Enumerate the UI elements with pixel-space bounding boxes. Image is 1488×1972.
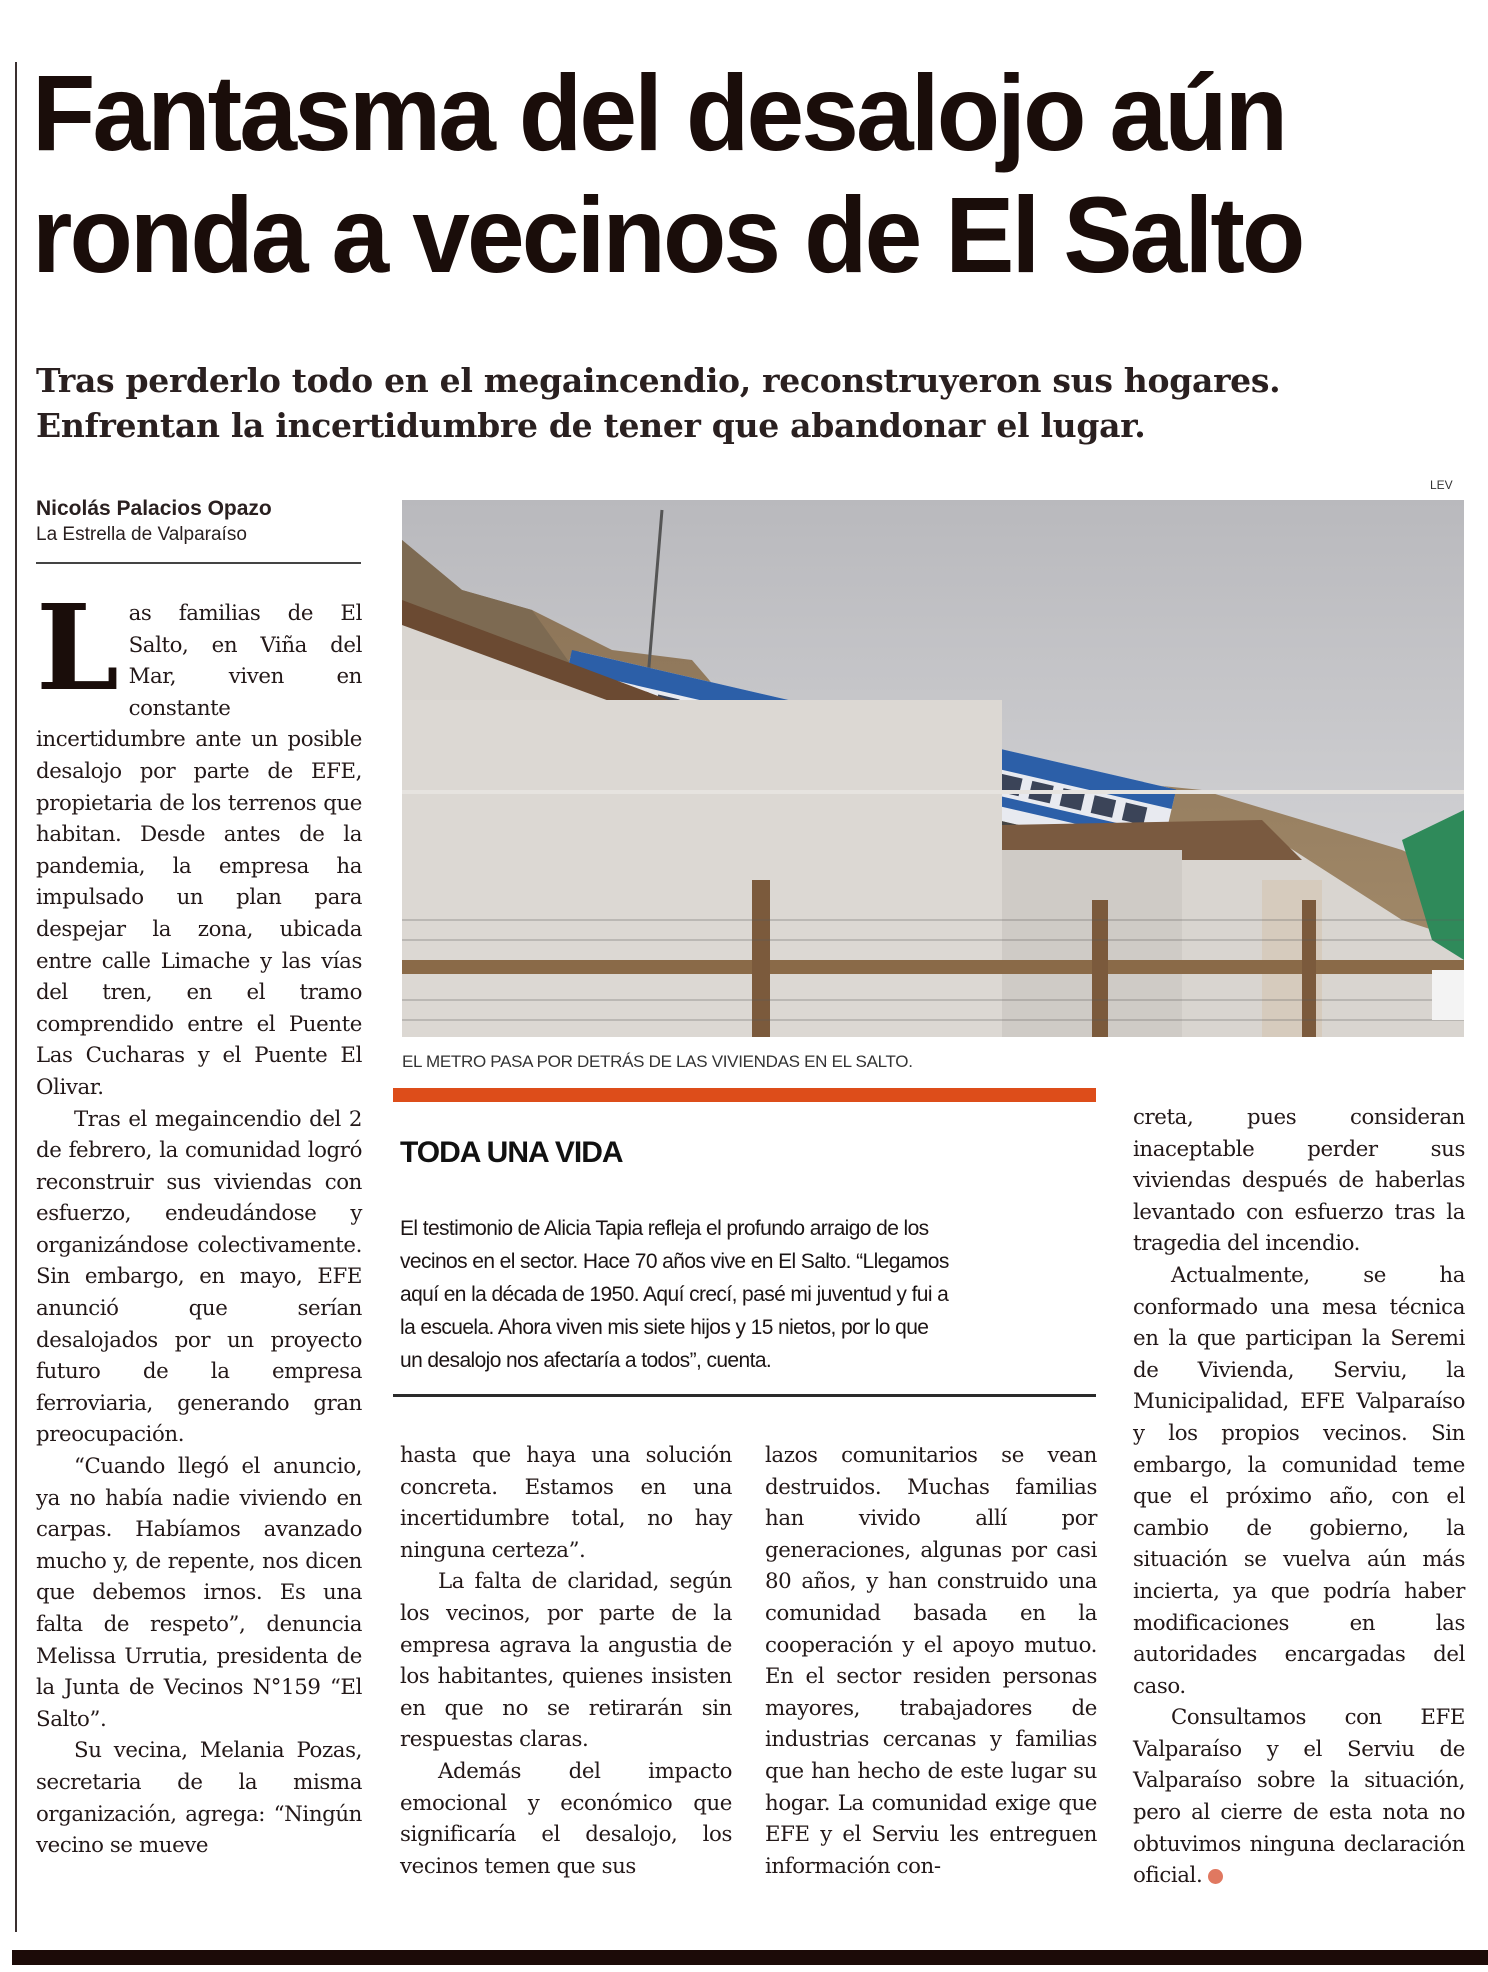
deck-subheadline [36,358,1456,448]
sidebar-line: El testimonio de Alicia Tapia refleja el profundo arraigo de los [400,1217,929,1240]
star-circle-icon [1208,1869,1223,1884]
paragraph: La falta de claridad, según los vecinos, por parte de la empresa agrava la angustia de los habitantes, quienes insisten en que no se retirarán sin respuestas claras. [400,1569,732,1753]
train-photo-illustration [402,500,1464,1037]
headline [32,52,1414,296]
photo-credit: LEV [1430,478,1453,492]
headline-line-1: Fantasma del desalojo aún [32,52,1286,173]
byline-publication: La Estrella de Valparaíso [36,524,247,545]
page-bottom-bar [12,1950,1488,1965]
sidebar-accent-bar [393,1088,1096,1102]
article-column-1 [36,578,362,1862]
byline-divider [36,562,361,564]
sidebar-line: aquí en la década de 1950. Aquí crecí, pasé mi juventud y fui a [400,1283,949,1306]
dropcap: L [36,578,119,717]
sidebar-line: vecinos en el sector. Hace 70 años vive en El Salto. “Llegamos [400,1250,949,1273]
deck-line-2: Enfrentan la incertidumbre de tener que abandonar el lugar. [36,406,1146,445]
article-column-3 [765,1440,1097,1882]
byline-author: Nicolás Palacios Opazo [36,497,272,520]
deck-line-1: Tras perderlo todo en el megaincendio, reconstruyeron sus hogares. [36,361,1281,400]
photo-caption: EL METRO PASA POR DETRÁS DE LAS VIVIENDAS EN EL SALTO. [402,1052,913,1071]
sidebar-divider [393,1394,1096,1397]
headline-line-2: ronda a vecinos de El Salto [32,174,1303,295]
paragraph: Actualmente, se ha conformado una mesa técnica en la que participan la Seremi de Vivienda, Serviu, la Municipalidad, EFE Valparaíso y los propios vecinos. Sin embargo, la comunidad teme que el próximo año, con el cambio de gobierno, la situación se vuelva aún más incierta, ya que podría haber modificaciones en las autoridades encargadas del caso. [1133,1262,1465,1699]
paragraph: “Cuando llegó el anuncio, ya no había nadie viviendo en carpas. Habíamos avanzado mucho y, de repente, nos dicen que debemos irnos. Es una falta de respeto”, denuncia Melissa Urrutia, presidenta de la Junta de Vecinos N°159 “El Salto”. [36,1454,362,1732]
page-left-rule [15,62,17,1932]
paragraph: hasta que haya una solución concreta. Estamos en una incertidumbre total, no hay ninguna certeza”. [400,1443,732,1563]
paragraph: creta, pues consideran inaceptable perder sus viviendas después de haberlas levantado con esfuerzo tras la tragedia del incendio. [1133,1105,1465,1257]
paragraph: Además del impacto emocional y económico que significaría el desalojo, los vecinos temen que sus [400,1758,732,1879]
sidebar-line: un desalojo nos afectaría a todos”, cuenta. [400,1349,772,1372]
sidebar-title: TODA UNA VIDA [400,1136,623,1169]
paragraph: Tras el megaincendio del 2 de febrero, la comunidad logró reconstruir sus viviendas con esfuerzo, endeudándose y organizándose colectivamente. Sin embargo, en mayo, EFE anunció que serían desalojados por un proyecto futuro de la empresa ferroviaria, generando gran preocupación. [36,1106,362,1448]
paragraph: Su vecina, Melania Pozas, secretaria de la misma organización, agrega: “Ningún vecino se mueve [36,1738,362,1859]
sidebar-line: la escuela. Ahora viven mis siete hijos y 15 nietos, por lo que [400,1316,929,1339]
paragraph: Consultamos con EFE Valparaíso y el Serviu de Valparaíso sobre la situación, pero al cierre de esta nota no obtuvimos ninguna declaración oficial.★ [1133,1702,1465,1892]
sidebar-body [400,1212,1100,1377]
paragraph: lazos comunitarios se vean destruidos. Muchas familias han vivido allí por generaciones, algunas por casi 80 años, y han construido una comunidad basada en la cooperación y el apoyo mutuo. En el sector residen personas mayores, trabajadores de industrias cercanas y familias que han hecho de este lugar su hogar. La comunidad exige que EFE y el Serviu les entreguen información con- [765,1443,1097,1879]
article-column-4 [1133,1102,1465,1892]
article-photo [402,500,1464,1037]
paragraph: Las familias de El Salto, en Viña del Mar, viven en constante incertidumbre ante un posible desalojo por parte de EFE, propietaria de los terrenos que habitan. Desde antes de la pandemia, la empresa ha impulsado un plan para despejar la zona, ubicada entre calle Limache y las vías del tren, en el tramo comprendido entre el Puente Las Cucharas y el Puente El Olivar. [36,578,362,1100]
article-column-2 [400,1440,732,1882]
